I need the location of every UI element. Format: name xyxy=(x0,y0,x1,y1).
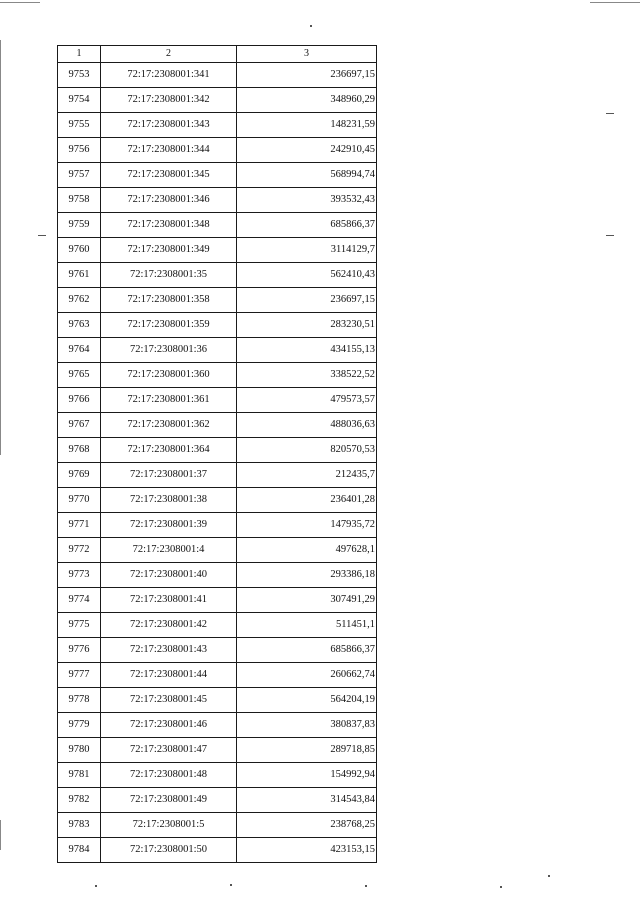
cadastral-number: 72:17:2308001:364 xyxy=(101,438,237,463)
cadastral-value: 685866,37 xyxy=(237,638,377,663)
cadastral-value: 562410,43 xyxy=(237,263,377,288)
cadastral-number: 72:17:2308001:341 xyxy=(101,63,237,88)
scan-edge-top-left xyxy=(0,2,40,3)
table-row xyxy=(58,838,377,863)
row-number: 9761 xyxy=(58,263,101,288)
table-row xyxy=(58,138,377,163)
cadastral-value: 434155,13 xyxy=(237,338,377,363)
cadastral-number: 72:17:2308001:346 xyxy=(101,188,237,213)
scan-speck xyxy=(606,113,614,114)
table-header-row xyxy=(58,46,377,63)
cadastral-number: 72:17:2308001:345 xyxy=(101,163,237,188)
cadastral-value: 488036,63 xyxy=(237,413,377,438)
row-number: 9771 xyxy=(58,513,101,538)
cadastral-value: 348960,29 xyxy=(237,88,377,113)
table-row xyxy=(58,238,377,263)
table-row xyxy=(58,813,377,838)
row-number: 9768 xyxy=(58,438,101,463)
cadastral-value: 338522,52 xyxy=(237,363,377,388)
table-row xyxy=(58,463,377,488)
cadastral-number: 72:17:2308001:344 xyxy=(101,138,237,163)
cadastral-number: 72:17:2308001:49 xyxy=(101,788,237,813)
cadastral-number: 72:17:2308001:36 xyxy=(101,338,237,363)
row-number: 9765 xyxy=(58,363,101,388)
table-row xyxy=(58,163,377,188)
column-header-1: 1 xyxy=(58,46,101,63)
table-row xyxy=(58,413,377,438)
cadastral-number: 72:17:2308001:359 xyxy=(101,313,237,338)
scan-speck xyxy=(95,885,97,887)
row-number: 9766 xyxy=(58,388,101,413)
cadastral-value: 393532,43 xyxy=(237,188,377,213)
row-number: 9764 xyxy=(58,338,101,363)
cadastral-number: 72:17:2308001:342 xyxy=(101,88,237,113)
cadastral-number: 72:17:2308001:5 xyxy=(101,813,237,838)
column-header-2: 2 xyxy=(101,46,237,63)
table-row xyxy=(58,113,377,138)
column-header-3: 3 xyxy=(237,46,377,63)
table-row xyxy=(58,613,377,638)
cadastral-value: 293386,18 xyxy=(237,563,377,588)
registry-table xyxy=(57,45,377,863)
row-number: 9756 xyxy=(58,138,101,163)
scan-speck xyxy=(606,235,614,236)
table-row xyxy=(58,563,377,588)
table-row xyxy=(58,213,377,238)
table-row xyxy=(58,363,377,388)
table-body xyxy=(58,63,377,863)
cadastral-value: 497628,1 xyxy=(237,538,377,563)
table-row xyxy=(58,663,377,688)
table-row xyxy=(58,188,377,213)
cadastral-number: 72:17:2308001:343 xyxy=(101,113,237,138)
cadastral-number: 72:17:2308001:45 xyxy=(101,688,237,713)
row-number: 9769 xyxy=(58,463,101,488)
row-number: 9779 xyxy=(58,713,101,738)
cadastral-value: 3114129,7 xyxy=(237,238,377,263)
table-row xyxy=(58,713,377,738)
scan-edge-left-lower xyxy=(0,820,1,850)
cadastral-number: 72:17:2308001:40 xyxy=(101,563,237,588)
cadastral-number: 72:17:2308001:38 xyxy=(101,488,237,513)
row-number: 9780 xyxy=(58,738,101,763)
cadastral-number: 72:17:2308001:42 xyxy=(101,613,237,638)
scan-edge-left xyxy=(0,40,1,455)
cadastral-value: 564204,19 xyxy=(237,688,377,713)
cadastral-number: 72:17:2308001:360 xyxy=(101,363,237,388)
scan-speck xyxy=(548,875,550,877)
row-number: 9763 xyxy=(58,313,101,338)
row-number: 9784 xyxy=(58,838,101,863)
row-number: 9782 xyxy=(58,788,101,813)
cadastral-value: 238768,25 xyxy=(237,813,377,838)
row-number: 9781 xyxy=(58,763,101,788)
table-row xyxy=(58,288,377,313)
table-row xyxy=(58,788,377,813)
row-number: 9762 xyxy=(58,288,101,313)
cadastral-value: 511451,1 xyxy=(237,613,377,638)
cadastral-number: 72:17:2308001:43 xyxy=(101,638,237,663)
cadastral-value: 314543,84 xyxy=(237,788,377,813)
table-row xyxy=(58,688,377,713)
cadastral-value: 307491,29 xyxy=(237,588,377,613)
row-number: 9755 xyxy=(58,113,101,138)
scan-speck xyxy=(310,25,312,27)
cadastral-value: 242910,45 xyxy=(237,138,377,163)
cadastral-value: 289718,85 xyxy=(237,738,377,763)
cadastral-value: 820570,53 xyxy=(237,438,377,463)
cadastral-value: 283230,51 xyxy=(237,313,377,338)
cadastral-number: 72:17:2308001:48 xyxy=(101,763,237,788)
cadastral-value: 568994,74 xyxy=(237,163,377,188)
cadastral-value: 154992,94 xyxy=(237,763,377,788)
table-row xyxy=(58,388,377,413)
cadastral-value: 685866,37 xyxy=(237,213,377,238)
row-number: 9775 xyxy=(58,613,101,638)
table-row xyxy=(58,513,377,538)
row-number: 9759 xyxy=(58,213,101,238)
cadastral-number: 72:17:2308001:358 xyxy=(101,288,237,313)
cadastral-number: 72:17:2308001:46 xyxy=(101,713,237,738)
table-row xyxy=(58,438,377,463)
table-row xyxy=(58,313,377,338)
cadastral-number: 72:17:2308001:41 xyxy=(101,588,237,613)
cadastral-value: 236401,28 xyxy=(237,488,377,513)
row-number: 9778 xyxy=(58,688,101,713)
scan-speck xyxy=(230,884,232,886)
cadastral-value: 479573,57 xyxy=(237,388,377,413)
cadastral-value: 236697,15 xyxy=(237,288,377,313)
row-number: 9767 xyxy=(58,413,101,438)
row-number: 9754 xyxy=(58,88,101,113)
table-row xyxy=(58,263,377,288)
cadastral-value: 212435,7 xyxy=(237,463,377,488)
row-number: 9753 xyxy=(58,63,101,88)
table-row xyxy=(58,88,377,113)
row-number: 9774 xyxy=(58,588,101,613)
row-number: 9783 xyxy=(58,813,101,838)
row-number: 9773 xyxy=(58,563,101,588)
row-number: 9772 xyxy=(58,538,101,563)
row-number: 9758 xyxy=(58,188,101,213)
table-row xyxy=(58,763,377,788)
table-row xyxy=(58,738,377,763)
table-row xyxy=(58,588,377,613)
cadastral-value: 423153,15 xyxy=(237,838,377,863)
row-number: 9776 xyxy=(58,638,101,663)
cadastral-number: 72:17:2308001:4 xyxy=(101,538,237,563)
cadastral-number: 72:17:2308001:348 xyxy=(101,213,237,238)
cadastral-number: 72:17:2308001:39 xyxy=(101,513,237,538)
scan-speck xyxy=(365,885,367,887)
scan-speck xyxy=(38,235,46,236)
row-number: 9757 xyxy=(58,163,101,188)
cadastral-number: 72:17:2308001:47 xyxy=(101,738,237,763)
cadastral-number: 72:17:2308001:362 xyxy=(101,413,237,438)
scan-edge-top-right xyxy=(590,2,640,3)
cadastral-value: 260662,74 xyxy=(237,663,377,688)
cadastral-number: 72:17:2308001:44 xyxy=(101,663,237,688)
scan-speck xyxy=(500,886,502,888)
cadastral-value: 380837,83 xyxy=(237,713,377,738)
row-number: 9777 xyxy=(58,663,101,688)
cadastral-value: 148231,59 xyxy=(237,113,377,138)
cadastral-number: 72:17:2308001:361 xyxy=(101,388,237,413)
cadastral-value: 236697,15 xyxy=(237,63,377,88)
cadastral-number: 72:17:2308001:50 xyxy=(101,838,237,863)
row-number: 9770 xyxy=(58,488,101,513)
table-row xyxy=(58,638,377,663)
cadastral-number: 72:17:2308001:37 xyxy=(101,463,237,488)
cadastral-number: 72:17:2308001:35 xyxy=(101,263,237,288)
table-row xyxy=(58,338,377,363)
row-number: 9760 xyxy=(58,238,101,263)
table-row xyxy=(58,538,377,563)
cadastral-number: 72:17:2308001:349 xyxy=(101,238,237,263)
cadastral-value: 147935,72 xyxy=(237,513,377,538)
table-row xyxy=(58,63,377,88)
table-row xyxy=(58,488,377,513)
